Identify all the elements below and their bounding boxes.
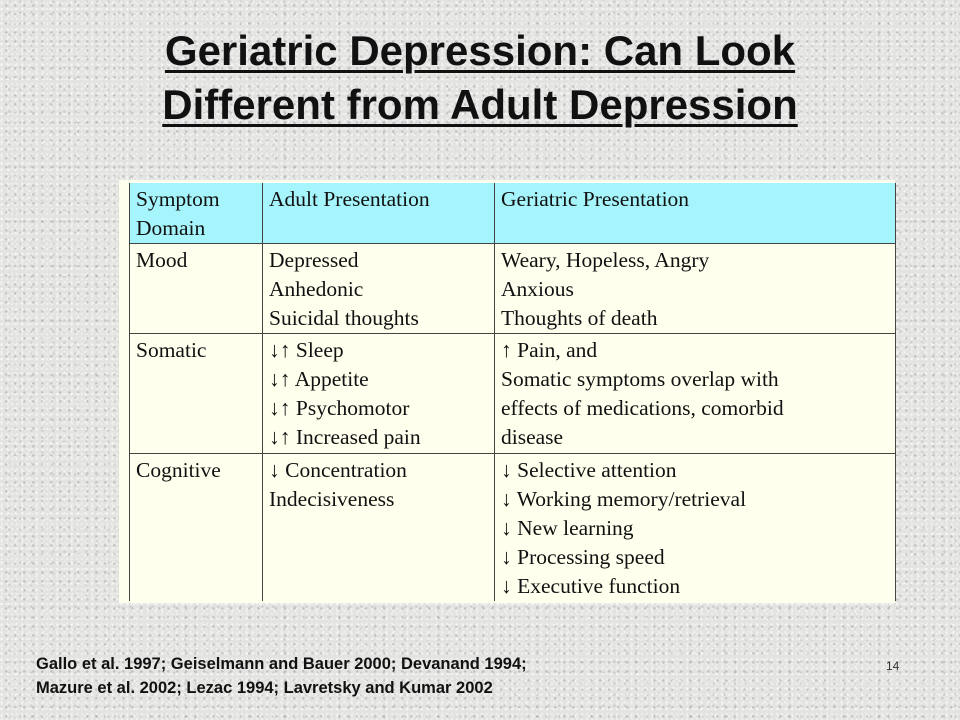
- cell-line: ↓ Selective attention: [501, 458, 677, 482]
- cell-line: Anhedonic: [269, 277, 364, 301]
- cell-line: ↓ New learning: [501, 516, 634, 540]
- citation-line-1: Gallo et al. 1997; Geiselmann and Bauer 2000; Devanand 1994;: [36, 655, 527, 673]
- cell-geriatric: [495, 334, 896, 454]
- cell-line: Symptom: [136, 187, 220, 211]
- cell-line: Indecisiveness: [269, 487, 395, 511]
- cell-line: Cognitive: [136, 458, 221, 482]
- cell-line: ↓↑ Psychomotor: [269, 396, 410, 420]
- cell-line: Weary, Hopeless, Angry: [501, 248, 710, 272]
- table-panel: [119, 180, 895, 603]
- cell-line: Anxious: [501, 277, 574, 301]
- citation: [36, 652, 527, 700]
- slide-title: [40, 24, 920, 132]
- table-row-somatic: [130, 334, 896, 454]
- cell-line: ↓ Executive function: [501, 574, 681, 598]
- page-number: 14: [886, 659, 900, 673]
- cell-line: Somatic: [136, 338, 207, 362]
- cell-domain: [130, 244, 263, 334]
- cell-domain: [130, 334, 263, 454]
- table-header-row: [130, 183, 896, 244]
- cell-line: Depressed: [269, 248, 359, 272]
- cell-adult: [263, 454, 495, 602]
- citation-line-2: Mazure et al. 2002; Lezac 1994; Lavretsky and Kumar 2002: [36, 679, 493, 697]
- cell-line: Adult Presentation: [269, 187, 430, 211]
- cell-geriatric: [495, 244, 896, 334]
- header-adult-presentation: [263, 183, 495, 244]
- cell-line: Thoughts of death: [501, 306, 658, 330]
- cell-line: ↓↑ Appetite: [269, 367, 369, 391]
- cell-line: ↓ Concentration: [269, 458, 407, 482]
- table-row-mood: [130, 244, 896, 334]
- cell-geriatric: [495, 454, 896, 602]
- cell-line: Domain: [136, 216, 206, 240]
- slide-title-line-2: Different from Adult Depression: [162, 81, 798, 128]
- table-row-cognitive: [130, 454, 896, 602]
- cell-line: Mood: [136, 248, 188, 272]
- header-geriatric-presentation: [495, 183, 896, 244]
- cell-line: ↑ Pain, and: [501, 338, 598, 362]
- cell-line: disease: [501, 425, 564, 449]
- cell-line: Geriatric Presentation: [501, 187, 690, 211]
- symptom-comparison-table: [129, 183, 896, 601]
- cell-line: ↓ Working memory/retrieval: [501, 487, 747, 511]
- cell-domain: [130, 454, 263, 602]
- cell-adult: [263, 244, 495, 334]
- cell-line: Suicidal thoughts: [269, 306, 419, 330]
- header-symptom-domain: [130, 183, 263, 244]
- cell-line: ↓ Processing speed: [501, 545, 665, 569]
- cell-line: ↓↑ Increased pain: [269, 425, 421, 449]
- cell-line: effects of medications, comorbid: [501, 396, 784, 420]
- cell-line: ↓↑ Sleep: [269, 338, 344, 362]
- slide-title-line-1: Geriatric Depression: Can Look: [164, 27, 796, 74]
- cell-line: Somatic symptoms overlap with: [501, 367, 779, 391]
- cell-adult: [263, 334, 495, 454]
